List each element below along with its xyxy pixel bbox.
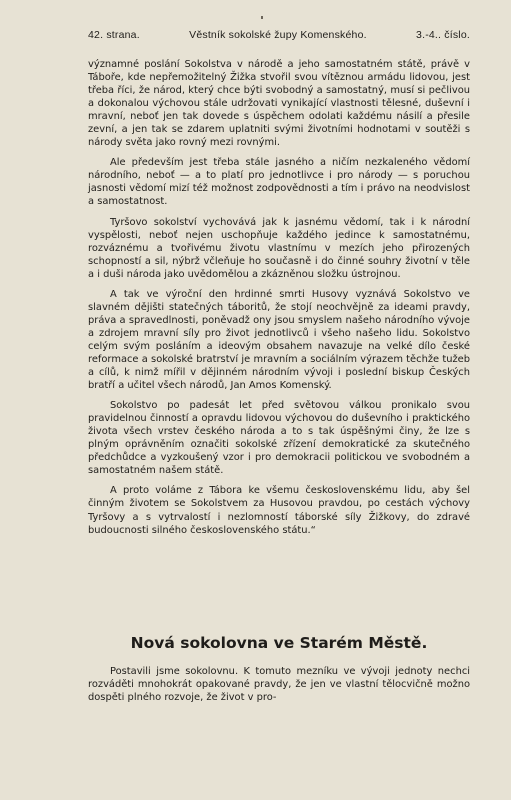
paragraph: A tak ve výroční den hrdinné smrti Husovy vyznává Sokolstvo ve slavném dějišti statečných táboritů, že stojí neochvějně za ideami pravdy, práva a spravedlnosti, poněvadž ony jsou smyslem našeho národního vývoje a zdrojem mravní síly pro život jednotlivců i všeho našeho lidu. Sokolstvo celým svým posláním a ideovým obsahem navazuje na velké dílo české reformace a sokolské bratrství je mravním a sociálním výrazem těchže tužeb a cílů, k nimž mířil v dějinném národním vývoji i poslední biskup Českých bratří a učitel všech národů, Jan Amos Komenský. — [88, 288, 470, 392]
section-heading: Nová sokolovna ve Starém Městě. — [130, 634, 428, 652]
issue-number: 3.-4.. číslo. — [416, 29, 470, 41]
paragraph: Ale především jest třeba stále jasného a ničím nezkaleného vědomí národního, neboť — a to platí pro jednotlivce i pro národy — s poruchou jasnosti vědomí mizí též možnost zodpovědnosti a tím i právo na neodvislost a samostatnost. — [88, 157, 470, 208]
journal-title: Věstník sokolské župy Komenského. — [189, 29, 367, 41]
page-number: 42. strana. — [88, 29, 140, 41]
paragraph: Sokolstvo po padesát let před světovou válkou pronikalo svou pravidelnou činností a opravdu lidovou výchovou do duševního i praktického života všech vrstev českého národa a to s tak úspěšnými činy, že lze s plným oprávněním označiti sokolské zřízení demokratické za skutečného předchůdce a vyzkoušený vzor i pro demokracii politickou ve svobodném a samostatném našem státě. — [88, 400, 470, 477]
running-header — [88, 29, 470, 41]
section-body — [88, 665, 470, 711]
body-text — [88, 58, 470, 544]
paragraph: významné poslání Sokolstva v národě a jeho samostatném státě, právě v Táboře, kde nepřemožitelný Žižka stvořil svou vítěznou armádu lidovou, jest třeba říci, že národ, který chce býti svobodný a samostatný, musí si pečlivou a dokonalou výchovou stále udržovati vynikající vlastnosti tělesné, duševní i mravní, neboť jen tak dovede s úspěchem odolati každému násilí a přesile zevní, a jen tak se zdarem uplatniti svými životními hodnotami v soutěži s národy světa jako rovný mezi rovnými. — [88, 59, 470, 149]
paragraph: Tyršovo sokolství vychovává jak k jasnému vědomí, tak i k národní vyspělosti, neboť nejen uschopňuje každého jedince k samostatnému, rozváznému a tvořivému životu vlastnímu v mezích jeho přirozených schopností a sil, nýbrž včleňuje ho současně i do činné souhry životní v těle a i duši národa jako uvědomělou a zkázněnou složku ústrojnou. — [88, 216, 470, 280]
paragraph: A proto voláme z Tábora ke všemu československému lidu, aby šel činným životem se Sokolstvem za Husovou pravdou, po cestách výchovy Tyršovy a s vytrvalostí i nezlomností táborské síly Žižkovy, do zdravé budoucnosti silného československého státu.“ — [88, 485, 470, 536]
paragraph: Postavili jsme sokolovnu. K tomuto mezníku ve vývoji jednoty nechci rozváděti mnohokrát opakované pravdy, že jen ve vlastní tělocvičně možno dospěti plného rozvoje, že život v pro- — [88, 666, 470, 704]
binding-mark — [261, 16, 263, 19]
